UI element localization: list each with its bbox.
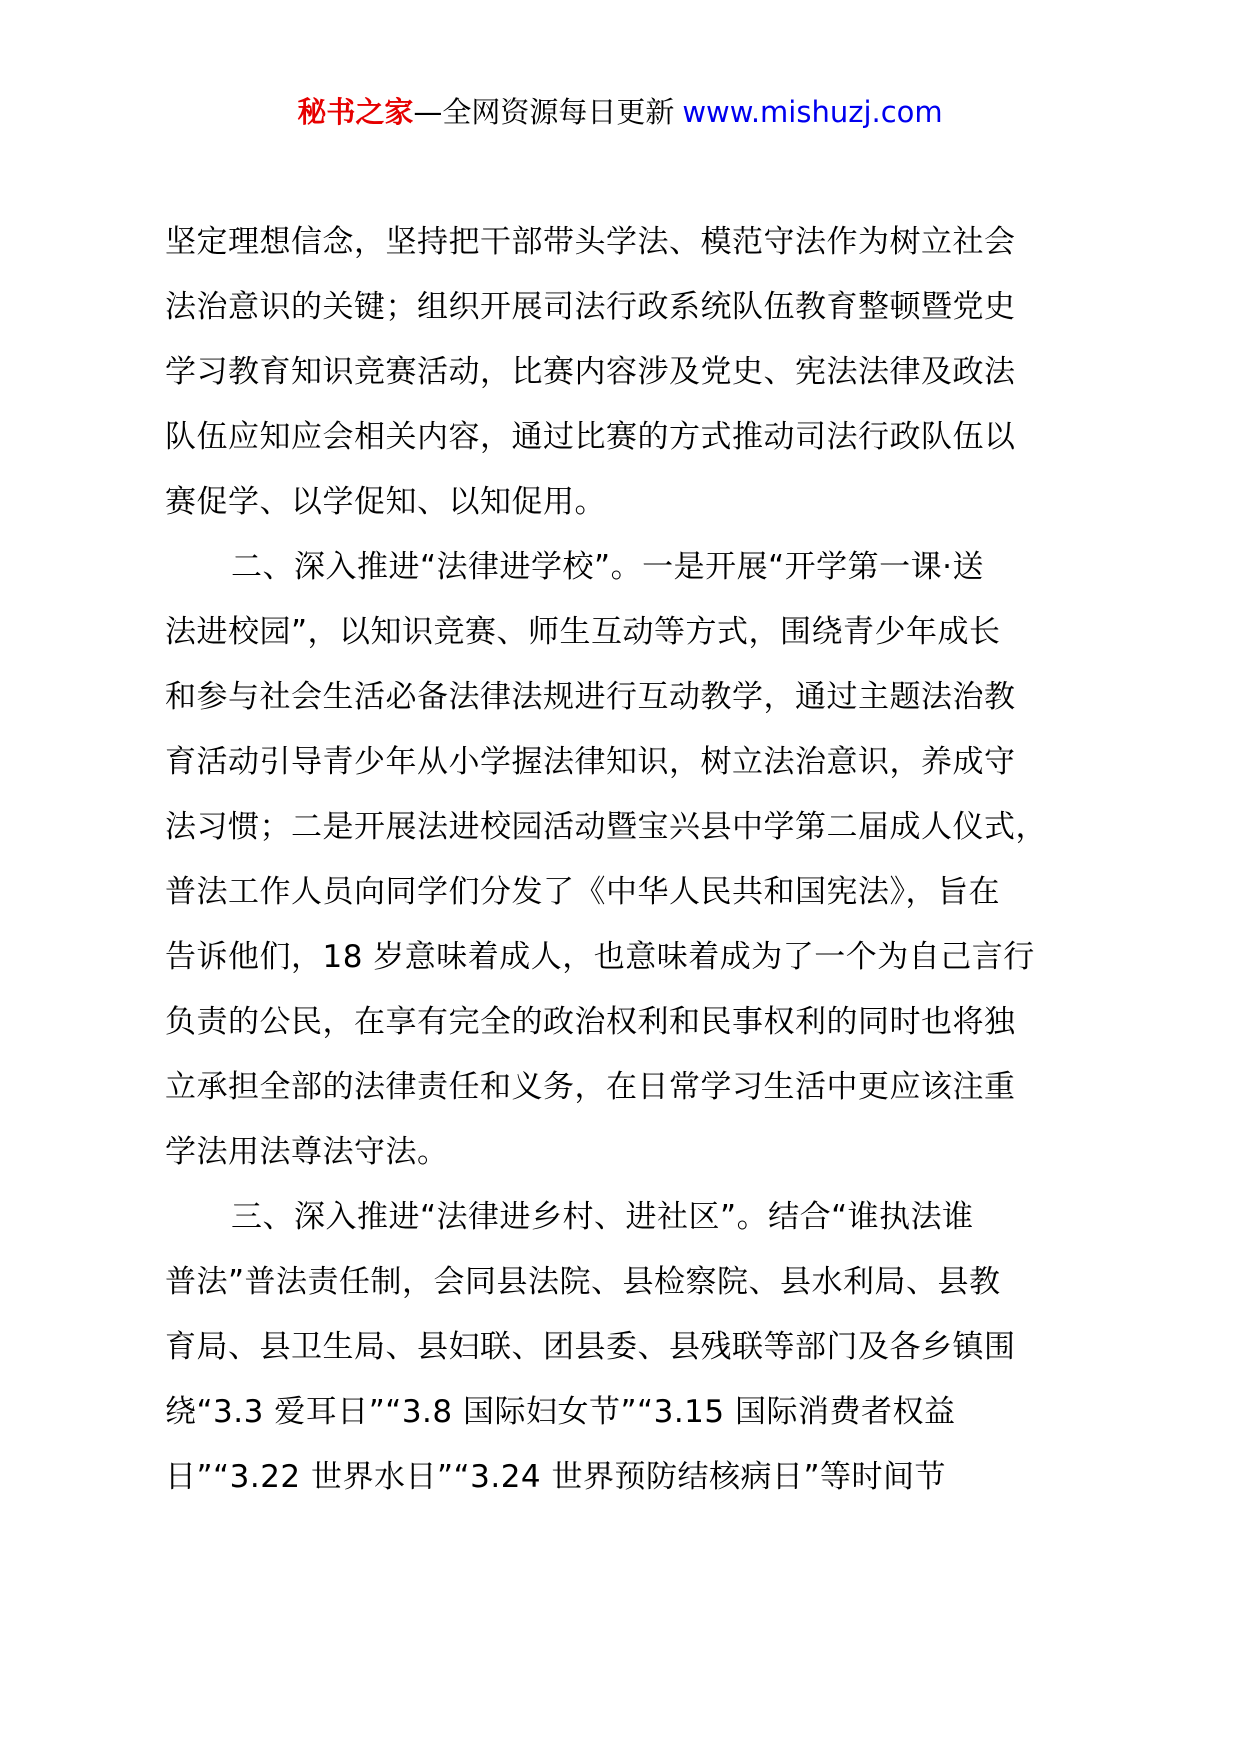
text-line: 育局、县卫生局、县妇联、团县委、县残联等部门及各乡镇围 (165, 1329, 1016, 1365)
text-line: 坚定理想信念，坚持把干部带头学法、模范守法作为树立社会 (165, 224, 1016, 260)
site-url-link[interactable]: www.mishuzj.com (682, 95, 943, 129)
section-heading-line: 三、深入推进“法律进乡村、进社区”。结合“谁执法谁 (231, 1199, 974, 1235)
text-line: 育活动引导青少年从小学握法律知识，树立法治意识，养成守 (165, 744, 1016, 780)
text-line: 学习教育知识竞赛活动，比赛内容涉及党史、宪法法律及政法 (165, 354, 1016, 390)
section-heading-line: 二、深入推进“法律进学校”。一是开展“开学第一课·送 (231, 549, 985, 585)
header-tagline: —全网资源每日更新 (413, 95, 675, 129)
text-line: 法进校园”，以知识竞赛、师生互动等方式，围绕青少年成长 (165, 614, 1001, 650)
text-line: 立承担全部的法律责任和义务，在日常学习生活中更应该注重 (165, 1069, 1016, 1105)
text-line: 日”“3.22 世界水日”“3.24 世界预防结核病日”等时间节 (165, 1459, 947, 1495)
text-line: 普法”普法责任制，会同县法院、县检察院、县水利局、县教 (165, 1264, 1001, 1300)
text-line: 普法工作人员向同学们分发了《中华人民共和国宪法》，旨在 (165, 874, 1000, 910)
text-line: 队伍应知应会相关内容，通过比赛的方式推动司法行政队伍以 (165, 419, 1016, 455)
text-line: 赛促学、以学促知、以知促用。 (165, 484, 606, 520)
brand-name: 秘书之家 (297, 95, 414, 129)
text-line: 负责的公民，在享有完全的政治权利和民事权利的同时也将独 (165, 1004, 1016, 1040)
text-line: 法治意识的关键；组织开展司法行政系统队伍教育整顿暨党史 (165, 289, 1016, 325)
text-line: 和参与社会生活必备法律法规进行互动教学，通过主题法治教 (165, 679, 1016, 715)
page-header (0, 92, 1240, 132)
document-body (165, 210, 1095, 1510)
text-line: 学法用法尊法守法。 (165, 1134, 449, 1170)
text-line: 告诉他们，18 岁意味着成人，也意味着成为了一个为自己言行 (165, 939, 1035, 975)
text-line: 绕“3.3 爱耳日”“3.8 国际妇女节”“3.15 国际消费者权益 (165, 1394, 956, 1430)
text-line: 法习惯；二是开展法进校园活动暨宝兴县中学第二届成人仪式， (165, 809, 1047, 845)
